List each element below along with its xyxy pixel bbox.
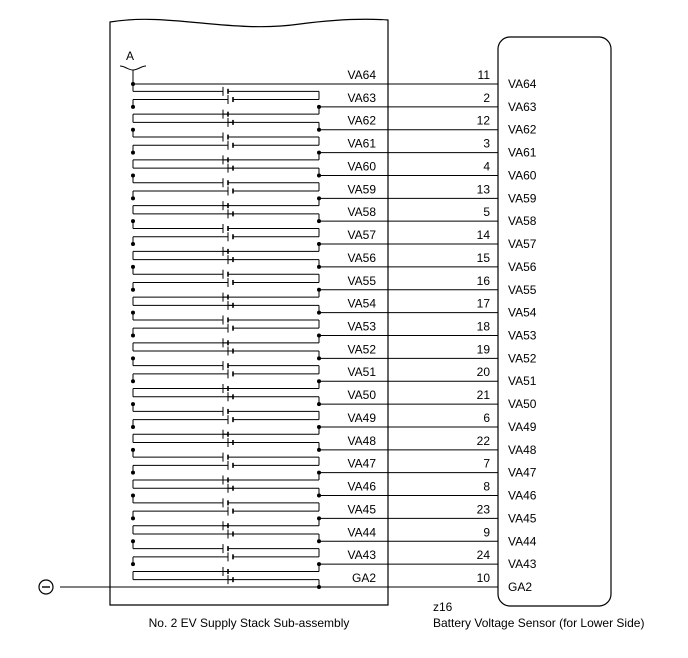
- cell-3: [131, 128, 319, 155]
- cell-14: [133, 379, 321, 406]
- pin-number-va53: 18: [476, 319, 490, 334]
- point-a-label: A: [126, 49, 135, 63]
- sensor-code: z16: [433, 600, 453, 614]
- stack-caption: No. 2 EV Supply Stack Sub-assembly: [148, 616, 350, 630]
- cell-17: [131, 448, 319, 475]
- wire-name-va47: VA47: [347, 456, 376, 471]
- sensor-pin-label-va45: VA45: [508, 511, 537, 526]
- wire-name-va58: VA58: [347, 205, 376, 220]
- sensor-pin-label-va51: VA51: [508, 374, 537, 389]
- cell-18: [133, 471, 321, 498]
- sensor-pin-label-va47: VA47: [508, 465, 537, 480]
- wire-name-va46: VA46: [347, 479, 376, 494]
- pin-number-va54: 17: [476, 296, 490, 311]
- cell-6: [133, 196, 321, 223]
- pin-number-va51: 20: [476, 365, 490, 380]
- sensor-pin-label-va49: VA49: [508, 419, 537, 434]
- sensor-pin-label-va56: VA56: [508, 259, 537, 274]
- wire-name-va52: VA52: [347, 342, 376, 357]
- sensor-pin-label-va63: VA63: [508, 99, 537, 114]
- sensor-pin-label-va62: VA62: [508, 122, 537, 137]
- wire-name-va55: VA55: [347, 273, 376, 288]
- sensor-pin-label-va43: VA43: [508, 557, 537, 572]
- pin-number-va44: 9: [483, 525, 490, 540]
- cell-9: [131, 265, 319, 292]
- sensor-pin-label-va58: VA58: [508, 214, 537, 229]
- pin-number-va57: 14: [476, 228, 490, 243]
- wire-name-va51: VA51: [347, 365, 376, 380]
- wire-name-va59: VA59: [347, 182, 376, 197]
- sensor-pin-label-va55: VA55: [508, 282, 537, 297]
- wire-name-va56: VA56: [347, 250, 376, 265]
- pin-number-va43: 24: [476, 548, 490, 563]
- sensor-pin-label-va50: VA50: [508, 397, 537, 412]
- sensor-pin-label-va64: VA64: [508, 77, 537, 91]
- pin-number-va45: 23: [476, 502, 490, 517]
- wire-name-va63: VA63: [347, 90, 376, 105]
- wire-name-va50: VA50: [347, 388, 376, 403]
- pin-number-va48: 22: [476, 433, 490, 448]
- pin-number-va52: 19: [476, 342, 490, 357]
- pin-number-va47: 7: [483, 456, 490, 471]
- pin-number-ga2: 10: [476, 571, 490, 585]
- wire-name-va48: VA48: [347, 433, 376, 448]
- cell-15: [131, 402, 319, 429]
- cell-5: [131, 173, 319, 200]
- cell-19: [131, 494, 319, 521]
- wire-name-va62: VA62: [347, 113, 376, 128]
- wire-name-va53: VA53: [347, 319, 376, 334]
- pin-number-va62: 12: [476, 113, 490, 128]
- cell-12: [133, 334, 321, 361]
- wire-name-va61: VA61: [347, 136, 376, 151]
- cell-8: [133, 242, 321, 269]
- pin-number-va59: 13: [476, 182, 490, 197]
- sensor-pin-label-va48: VA48: [508, 442, 537, 457]
- cell-22: [133, 562, 321, 589]
- sensor-caption: Battery Voltage Sensor (for Lower Side): [433, 616, 645, 630]
- sensor-pin-label-va59: VA59: [508, 191, 537, 206]
- wire-name-va54: VA54: [347, 296, 376, 311]
- pin-number-va46: 8: [483, 479, 490, 494]
- sensor-pin-label-va53: VA53: [508, 328, 537, 343]
- cell-16: [133, 425, 321, 452]
- wire-name-va57: VA57: [347, 228, 376, 243]
- cell-21: [131, 539, 319, 566]
- wire-group: [60, 68, 537, 594]
- wire-name-va44: VA44: [347, 525, 376, 540]
- point-a-tick: [120, 66, 146, 70]
- cell-4: [133, 151, 321, 178]
- sensor-pin-label-va60: VA60: [508, 168, 537, 183]
- pin-number-va63: 2: [483, 90, 490, 105]
- pin-number-va60: 4: [483, 159, 490, 174]
- sensor-pin-label-va54: VA54: [508, 305, 537, 320]
- wire-name-va49: VA49: [347, 410, 376, 425]
- pin-number-va61: 3: [483, 136, 490, 151]
- cell-13: [131, 356, 319, 383]
- wire-name-va60: VA60: [347, 159, 376, 174]
- wire-name-va64: VA64: [347, 68, 376, 82]
- pin-number-va56: 15: [476, 250, 490, 265]
- pin-number-va49: 6: [483, 410, 490, 425]
- wire-name-va43: VA43: [347, 548, 376, 563]
- pin-number-va64: 11: [477, 68, 490, 82]
- pin-number-va50: 21: [476, 388, 490, 403]
- cell-ladder: [131, 82, 321, 589]
- pin-number-va58: 5: [483, 205, 490, 220]
- wire-name-va45: VA45: [347, 502, 376, 517]
- cell-7: [131, 219, 319, 246]
- wire-name-ga2: GA2: [351, 571, 376, 585]
- sensor-pin-label-ga2: GA2: [508, 580, 533, 594]
- cell-1: [131, 82, 319, 109]
- sensor-pin-label-va44: VA44: [508, 534, 537, 549]
- cell-2: [133, 105, 321, 132]
- sensor-pin-label-va61: VA61: [508, 145, 537, 160]
- sensor-pin-label-va52: VA52: [508, 351, 537, 366]
- cell-20: [133, 516, 321, 543]
- cell-11: [131, 311, 319, 338]
- pin-number-va55: 16: [476, 273, 490, 288]
- sensor-pin-label-va46: VA46: [508, 488, 537, 503]
- sensor-pin-label-va57: VA57: [508, 237, 537, 252]
- cell-10: [133, 288, 321, 315]
